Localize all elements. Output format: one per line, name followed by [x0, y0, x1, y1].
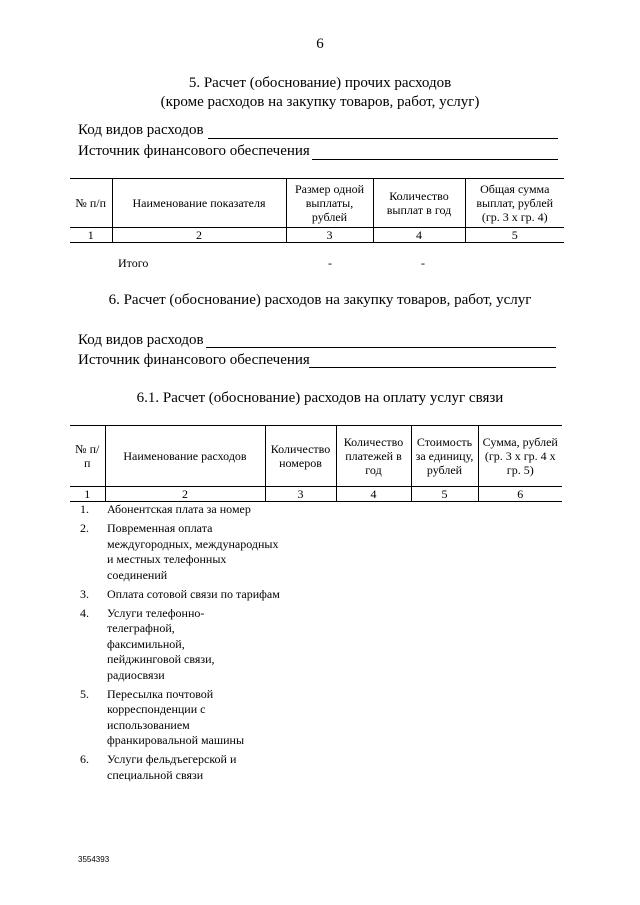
item-text: Услуги телефонно-телеграфной, факсимильной, пейджинговой связи, радиосвязи: [107, 605, 215, 682]
section6-kod-label: Код видов расходов: [78, 332, 204, 348]
item-number: 3.: [80, 586, 89, 601]
item-number: 2.: [80, 521, 89, 535]
itogo-col4: -: [421, 256, 425, 270]
section61-header-cell: Количество платежей в год: [336, 426, 411, 487]
section5-title-line1: 5. Расчет (обоснование) прочих расходов: [188, 75, 452, 91]
section61-item-list: [80, 502, 280, 787]
list-item: [80, 687, 280, 749]
section61-title: 6.1. Расчет (обоснование) расходов на оплату услуг связи: [136, 390, 504, 406]
section61-header-cell: Наименование расходов: [105, 426, 265, 487]
item-number: 4.: [80, 605, 89, 620]
section5-colnum-cell: 2: [112, 228, 286, 243]
section6-title: 6. Расчет (обоснование) расходов на закупку товаров, работ, услуг: [108, 292, 532, 308]
section61-colnum-cell: 3: [265, 487, 336, 502]
list-item: [80, 521, 280, 583]
item-number: 1.: [80, 502, 89, 516]
list-item: [80, 606, 280, 684]
section61-header-row: [70, 426, 562, 487]
section5-header-cell: Наименование показателя: [112, 179, 286, 228]
section5-header-cell: Общая сумма выплат, рублей (гр. 3 х гр. 4): [465, 179, 564, 228]
section5-colnum-cell: 5: [465, 228, 564, 243]
section61-colnum-cell: 4: [336, 487, 411, 502]
section61-colnum-row: [70, 487, 562, 502]
item-text: Услуги фельдъегерской и специальной связи: [107, 752, 237, 782]
item-number: 6.: [80, 752, 89, 766]
section6-istochnik-underline: [309, 367, 556, 368]
section61-table: [70, 425, 562, 502]
list-item: [80, 502, 280, 518]
item-text: Оплата сотовой связи по тарифам: [107, 586, 280, 601]
section61-header-cell: Сумма, рублей (гр. 3 х гр. 4 х гр. 5): [478, 426, 562, 487]
itogo-label: Итого: [118, 256, 149, 270]
section61-header-cell: Стоимость за единицу, рублей: [411, 426, 478, 487]
section5-title: [0, 74, 640, 112]
list-item: [80, 752, 280, 783]
list-item: [80, 587, 280, 603]
section6-kod-underline: [206, 347, 556, 348]
section5-colnum-cell: 4: [373, 228, 465, 243]
item-text: Абонентская плата за номер: [107, 502, 251, 516]
section5-title-line2: (кроме расходов на закупку товаров, работ, услуг): [160, 94, 480, 110]
section6-istochnik-label: Источник финансового обеспечения: [78, 352, 310, 368]
item-text: Пересылка почтовой корреспонденции с использованием франкировальной машины: [107, 686, 245, 747]
section5-header-cell: Количество выплат в год: [373, 179, 465, 228]
section61-header-cell: Количество номеров: [265, 426, 336, 487]
item-text: Повременная оплата междугородных, международных и местных телефонных соединений: [107, 521, 279, 582]
section5-kod-label: Код видов расходов: [78, 122, 204, 138]
section5-header-cell: Размер одной выплаты, рублей: [286, 179, 373, 228]
section5-istochnik-underline: [312, 159, 558, 160]
section5-table: [70, 178, 564, 243]
section61-colnum-cell: 5: [411, 487, 478, 502]
page-number: 6: [316, 36, 324, 52]
section5-colnum-cell: 3: [286, 228, 373, 243]
section5-colnum-cell: 1: [70, 228, 112, 243]
section61-colnum-cell: 1: [70, 487, 105, 502]
itogo-col3: -: [328, 256, 332, 270]
item-number: 5.: [80, 686, 89, 701]
section5-header-cell: № п/п: [70, 179, 112, 228]
section61-colnum-cell: 6: [478, 487, 562, 502]
section5-istochnik-label: Источник финансового обеспечения: [78, 143, 310, 159]
section61-colnum-cell: 2: [105, 487, 265, 502]
section5-colnum-row: [70, 228, 564, 243]
section61-header-cell: № п/п: [70, 426, 105, 487]
footer-code: 3554393: [78, 855, 110, 864]
section5-kod-underline: [208, 138, 558, 139]
section5-header-row: [70, 179, 564, 228]
